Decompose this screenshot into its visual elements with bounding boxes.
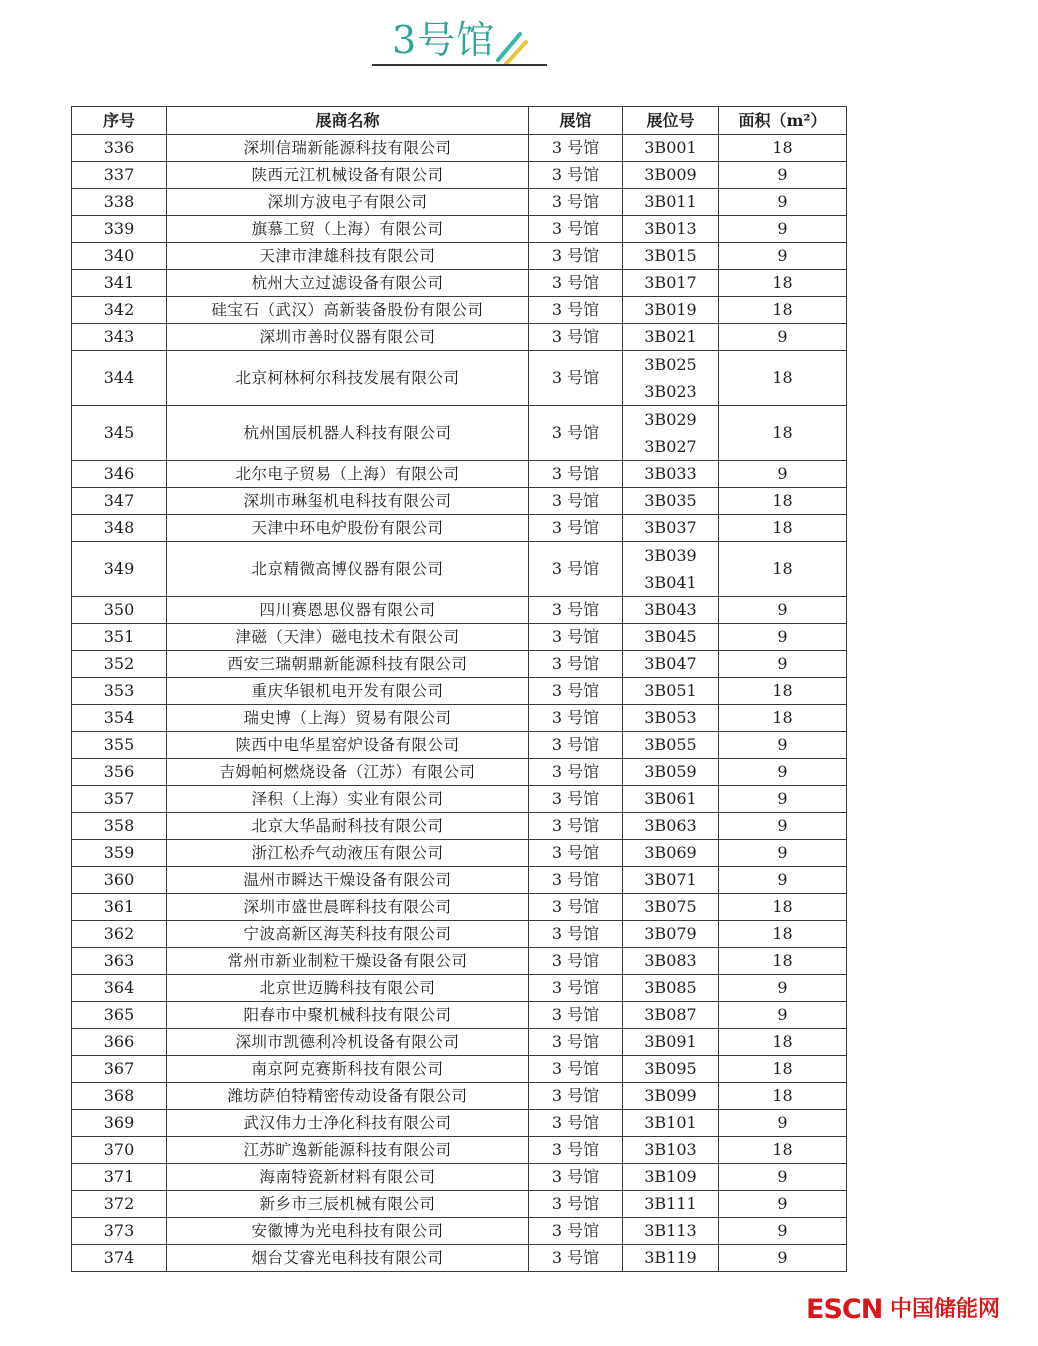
area-cell: 18 xyxy=(719,1137,847,1164)
hall-cell: 3 号馆 xyxy=(529,948,623,975)
booth-cell xyxy=(623,651,719,678)
header-area: 面积（m²） xyxy=(719,107,847,135)
booth-number: 3B109 xyxy=(644,1167,697,1186)
hall-cell: 3 号馆 xyxy=(529,624,623,651)
row-number: 356 xyxy=(72,759,167,786)
hall-cell: 3 号馆 xyxy=(529,732,623,759)
booth-cell xyxy=(623,1002,719,1029)
hall-cell: 3 号馆 xyxy=(529,135,623,162)
hall-cell: 3 号馆 xyxy=(529,270,623,297)
area-cell: 9 xyxy=(719,732,847,759)
table-row xyxy=(72,759,847,786)
hall-cell: 3 号馆 xyxy=(529,1245,623,1272)
table-row xyxy=(72,597,847,624)
booth-number: 3B055 xyxy=(644,735,697,754)
row-number: 361 xyxy=(72,894,167,921)
table-row xyxy=(72,1218,847,1245)
area-cell: 9 xyxy=(719,1191,847,1218)
row-number: 343 xyxy=(72,324,167,351)
row-number: 363 xyxy=(72,948,167,975)
booth-number: 3B033 xyxy=(644,464,697,483)
booth-number: 3B039 xyxy=(644,546,697,565)
row-number: 372 xyxy=(72,1191,167,1218)
row-number: 359 xyxy=(72,840,167,867)
area-cell: 9 xyxy=(719,1002,847,1029)
hall-cell: 3 号馆 xyxy=(529,324,623,351)
table-row xyxy=(72,705,847,732)
hall-cell: 3 号馆 xyxy=(529,651,623,678)
row-number: 366 xyxy=(72,1029,167,1056)
company-name: 新乡市三辰机械有限公司 xyxy=(167,1191,529,1218)
booth-number: 3B027 xyxy=(644,437,697,456)
area-cell: 9 xyxy=(719,867,847,894)
area-cell: 9 xyxy=(719,324,847,351)
row-number: 336 xyxy=(72,135,167,162)
row-number: 350 xyxy=(72,597,167,624)
company-name: 海南特瓷新材料有限公司 xyxy=(167,1164,529,1191)
booth-cell xyxy=(623,216,719,243)
hall-cell: 3 号馆 xyxy=(529,406,623,461)
booth-cell xyxy=(623,597,719,624)
area-cell: 9 xyxy=(719,243,847,270)
table-row xyxy=(72,1002,847,1029)
booth-number: 3B045 xyxy=(644,627,697,646)
row-number: 341 xyxy=(72,270,167,297)
booth-number: 3B009 xyxy=(644,165,697,184)
table-row xyxy=(72,1191,847,1218)
booth-number: 3B011 xyxy=(644,192,697,211)
company-name: 北京柯林柯尔科技发展有限公司 xyxy=(167,351,529,406)
booth-cell xyxy=(623,243,719,270)
booth-cell xyxy=(623,1191,719,1218)
company-name: 深圳方波电子有限公司 xyxy=(167,189,529,216)
booth-number: 3B021 xyxy=(644,327,697,346)
table-row xyxy=(72,948,847,975)
company-name: 深圳市善时仪器有限公司 xyxy=(167,324,529,351)
booth-cell xyxy=(623,867,719,894)
row-number: 358 xyxy=(72,813,167,840)
row-number: 348 xyxy=(72,515,167,542)
table-row xyxy=(72,1245,847,1272)
table-row xyxy=(72,624,847,651)
table-row xyxy=(72,975,847,1002)
table-row xyxy=(72,324,847,351)
booth-cell xyxy=(623,1083,719,1110)
company-name: 杭州大立过滤设备有限公司 xyxy=(167,270,529,297)
header-company: 展商名称 xyxy=(167,107,529,135)
area-cell: 9 xyxy=(719,813,847,840)
row-number: 371 xyxy=(72,1164,167,1191)
area-cell: 18 xyxy=(719,678,847,705)
row-number: 349 xyxy=(72,542,167,597)
booth-cell xyxy=(623,351,719,406)
booth-number: 3B047 xyxy=(644,654,697,673)
area-cell: 9 xyxy=(719,216,847,243)
table-row xyxy=(72,867,847,894)
area-cell: 9 xyxy=(719,597,847,624)
table-row xyxy=(72,297,847,324)
company-name: 江苏旷逸新能源科技有限公司 xyxy=(167,1137,529,1164)
table-row xyxy=(72,1110,847,1137)
company-name: 瑞史博（上海）贸易有限公司 xyxy=(167,705,529,732)
logo-cn-text: 中国储能网 xyxy=(890,1297,1001,1322)
booth-number: 3B101 xyxy=(644,1113,697,1132)
decorative-slash-icon xyxy=(492,20,532,70)
table-row xyxy=(72,1137,847,1164)
area-cell: 18 xyxy=(719,351,847,406)
table-row xyxy=(72,1083,847,1110)
area-cell: 9 xyxy=(719,1164,847,1191)
company-name: 北尔电子贸易（上海）有限公司 xyxy=(167,461,529,488)
row-number: 345 xyxy=(72,406,167,461)
hall-cell: 3 号馆 xyxy=(529,297,623,324)
booth-cell xyxy=(623,1164,719,1191)
hall-cell: 3 号馆 xyxy=(529,759,623,786)
area-cell: 9 xyxy=(719,975,847,1002)
hall-cell: 3 号馆 xyxy=(529,1029,623,1056)
table-row xyxy=(72,813,847,840)
company-name: 硅宝石（武汉）高新装备股份有限公司 xyxy=(167,297,529,324)
booth-cell xyxy=(623,270,719,297)
row-number: 367 xyxy=(72,1056,167,1083)
booth-number: 3B041 xyxy=(644,573,697,592)
company-name: 南京阿克赛斯科技有限公司 xyxy=(167,1056,529,1083)
company-name: 潍坊萨伯特精密传动设备有限公司 xyxy=(167,1083,529,1110)
table-row xyxy=(72,135,847,162)
area-cell: 18 xyxy=(719,894,847,921)
area-cell: 18 xyxy=(719,270,847,297)
company-name: 浙江松乔气动液压有限公司 xyxy=(167,840,529,867)
area-cell: 18 xyxy=(719,542,847,597)
area-cell: 9 xyxy=(719,624,847,651)
table-row xyxy=(72,243,847,270)
booth-cell xyxy=(623,515,719,542)
company-name: 陕西中电华星窑炉设备有限公司 xyxy=(167,732,529,759)
company-name: 津磁（天津）磁电技术有限公司 xyxy=(167,624,529,651)
hall-cell: 3 号馆 xyxy=(529,705,623,732)
row-number: 342 xyxy=(72,297,167,324)
company-name: 武汉伟力士净化科技有限公司 xyxy=(167,1110,529,1137)
area-cell: 9 xyxy=(719,1218,847,1245)
area-cell: 9 xyxy=(719,651,847,678)
table-row xyxy=(72,351,847,406)
company-name: 泽积（上海）实业有限公司 xyxy=(167,786,529,813)
company-name: 安徽博为光电科技有限公司 xyxy=(167,1218,529,1245)
booth-cell xyxy=(623,1245,719,1272)
row-number: 352 xyxy=(72,651,167,678)
table-row xyxy=(72,651,847,678)
booth-cell xyxy=(623,324,719,351)
escn-watermark-logo xyxy=(806,1294,1016,1326)
header-booth: 展位号 xyxy=(623,107,719,135)
hall-cell: 3 号馆 xyxy=(529,189,623,216)
row-number: 364 xyxy=(72,975,167,1002)
row-number: 354 xyxy=(72,705,167,732)
hall-cell: 3 号馆 xyxy=(529,243,623,270)
row-number: 353 xyxy=(72,678,167,705)
hall-cell: 3 号馆 xyxy=(529,1191,623,1218)
booth-number: 3B015 xyxy=(644,246,697,265)
booth-cell xyxy=(623,732,719,759)
table-row xyxy=(72,1029,847,1056)
area-cell: 18 xyxy=(719,406,847,461)
booth-number: 3B019 xyxy=(644,300,697,319)
row-number: 365 xyxy=(72,1002,167,1029)
hall-cell: 3 号馆 xyxy=(529,840,623,867)
booth-cell xyxy=(623,786,719,813)
company-name: 西安三瑞朝鼎新能源科技有限公司 xyxy=(167,651,529,678)
booth-cell xyxy=(623,813,719,840)
booth-cell xyxy=(623,1056,719,1083)
table-row xyxy=(72,1056,847,1083)
booth-cell xyxy=(623,705,719,732)
booth-number: 3B063 xyxy=(644,816,697,835)
booth-cell xyxy=(623,189,719,216)
header-no: 序号 xyxy=(72,107,167,135)
booth-cell xyxy=(623,488,719,515)
booth-number: 3B087 xyxy=(644,1005,697,1024)
booth-number: 3B051 xyxy=(644,681,697,700)
hall-cell: 3 号馆 xyxy=(529,894,623,921)
row-number: 340 xyxy=(72,243,167,270)
row-number: 338 xyxy=(72,189,167,216)
area-cell: 18 xyxy=(719,1083,847,1110)
area-cell: 9 xyxy=(719,786,847,813)
logo-escn-text: ESCN xyxy=(806,1294,883,1325)
booth-cell xyxy=(623,975,719,1002)
area-cell: 18 xyxy=(719,705,847,732)
row-number: 339 xyxy=(72,216,167,243)
area-cell: 18 xyxy=(719,921,847,948)
row-number: 369 xyxy=(72,1110,167,1137)
hall-cell: 3 号馆 xyxy=(529,1218,623,1245)
table-row xyxy=(72,515,847,542)
area-cell: 9 xyxy=(719,840,847,867)
row-number: 373 xyxy=(72,1218,167,1245)
hall-cell: 3 号馆 xyxy=(529,216,623,243)
company-name: 阳春市中聚机械科技有限公司 xyxy=(167,1002,529,1029)
booth-cell xyxy=(623,921,719,948)
company-name: 烟台艾睿光电科技有限公司 xyxy=(167,1245,529,1272)
company-name: 宁波高新区海芙科技有限公司 xyxy=(167,921,529,948)
row-number: 370 xyxy=(72,1137,167,1164)
hall-cell: 3 号馆 xyxy=(529,867,623,894)
booth-number: 3B079 xyxy=(644,924,697,943)
table-row xyxy=(72,894,847,921)
hall-cell: 3 号馆 xyxy=(529,1083,623,1110)
table-row xyxy=(72,732,847,759)
hall-cell: 3 号馆 xyxy=(529,786,623,813)
table-row xyxy=(72,921,847,948)
booth-cell xyxy=(623,840,719,867)
company-name: 天津中环电炉股份有限公司 xyxy=(167,515,529,542)
company-name: 北京世迈腾科技有限公司 xyxy=(167,975,529,1002)
table-row xyxy=(72,189,847,216)
hall-cell: 3 号馆 xyxy=(529,542,623,597)
row-number: 347 xyxy=(72,488,167,515)
booth-cell xyxy=(623,542,719,597)
company-name: 温州市瞬达干燥设备有限公司 xyxy=(167,867,529,894)
booth-number: 3B075 xyxy=(644,897,697,916)
company-name: 深圳市盛世晨晖科技有限公司 xyxy=(167,894,529,921)
booth-cell xyxy=(623,1110,719,1137)
area-cell: 18 xyxy=(719,1029,847,1056)
hall-cell: 3 号馆 xyxy=(529,1002,623,1029)
booth-number: 3B091 xyxy=(644,1032,697,1051)
area-cell: 9 xyxy=(719,162,847,189)
booth-number: 3B023 xyxy=(644,382,697,401)
booth-number: 3B095 xyxy=(644,1059,697,1078)
booth-cell xyxy=(623,624,719,651)
area-cell: 18 xyxy=(719,488,847,515)
company-name: 四川赛恩思仪器有限公司 xyxy=(167,597,529,624)
company-name: 旗慕工贸（上海）有限公司 xyxy=(167,216,529,243)
table-row xyxy=(72,1164,847,1191)
table-row xyxy=(72,840,847,867)
hall-cell: 3 号馆 xyxy=(529,1110,623,1137)
row-number: 374 xyxy=(72,1245,167,1272)
hall-cell: 3 号馆 xyxy=(529,515,623,542)
table-row xyxy=(72,461,847,488)
hall-cell: 3 号馆 xyxy=(529,597,623,624)
booth-number: 3B043 xyxy=(644,600,697,619)
company-name: 重庆华银机电开发有限公司 xyxy=(167,678,529,705)
hall-cell: 3 号馆 xyxy=(529,351,623,406)
table-row xyxy=(72,786,847,813)
area-cell: 18 xyxy=(719,135,847,162)
company-name: 深圳信瑞新能源科技有限公司 xyxy=(167,135,529,162)
hall-cell: 3 号馆 xyxy=(529,461,623,488)
booth-number: 3B037 xyxy=(644,518,697,537)
company-name: 吉姆帕柯燃烧设备（江苏）有限公司 xyxy=(167,759,529,786)
table-row xyxy=(72,542,847,597)
booth-cell xyxy=(623,678,719,705)
booth-number: 3B083 xyxy=(644,951,697,970)
booth-number: 3B053 xyxy=(644,708,697,727)
exhibitor-table xyxy=(71,106,847,1272)
company-name: 深圳市凯德利冷机设备有限公司 xyxy=(167,1029,529,1056)
area-cell: 18 xyxy=(719,515,847,542)
booth-number: 3B017 xyxy=(644,273,697,292)
booth-number: 3B069 xyxy=(644,843,697,862)
table-row xyxy=(72,488,847,515)
area-cell: 9 xyxy=(719,1245,847,1272)
row-number: 351 xyxy=(72,624,167,651)
company-name: 陕西元江机械设备有限公司 xyxy=(167,162,529,189)
area-cell: 9 xyxy=(719,461,847,488)
row-number: 362 xyxy=(72,921,167,948)
booth-number: 3B111 xyxy=(644,1194,697,1213)
row-number: 346 xyxy=(72,461,167,488)
booth-number: 3B071 xyxy=(644,870,697,889)
company-name: 杭州国辰机器人科技有限公司 xyxy=(167,406,529,461)
company-name: 北京精微高博仪器有限公司 xyxy=(167,542,529,597)
hall-cell: 3 号馆 xyxy=(529,1164,623,1191)
hall-title-block xyxy=(372,14,547,70)
area-cell: 18 xyxy=(719,948,847,975)
title-underline xyxy=(372,64,547,66)
booth-cell xyxy=(623,162,719,189)
table-row xyxy=(72,270,847,297)
booth-number: 3B029 xyxy=(644,410,697,429)
company-name: 天津市津雄科技有限公司 xyxy=(167,243,529,270)
booth-number: 3B025 xyxy=(644,355,697,374)
booth-number: 3B035 xyxy=(644,491,697,510)
hall-cell: 3 号馆 xyxy=(529,921,623,948)
page-title: 3号馆 xyxy=(392,18,496,62)
header-hall: 展馆 xyxy=(529,107,623,135)
booth-cell xyxy=(623,135,719,162)
booth-number: 3B061 xyxy=(644,789,697,808)
booth-cell xyxy=(623,759,719,786)
table-row xyxy=(72,678,847,705)
booth-number: 3B103 xyxy=(644,1140,697,1159)
booth-number: 3B059 xyxy=(644,762,697,781)
booth-number: 3B119 xyxy=(644,1248,697,1267)
booth-cell xyxy=(623,1218,719,1245)
booth-number: 3B013 xyxy=(644,219,697,238)
area-cell: 9 xyxy=(719,1110,847,1137)
row-number: 355 xyxy=(72,732,167,759)
hall-cell: 3 号馆 xyxy=(529,162,623,189)
table-header-row xyxy=(72,107,847,135)
row-number: 357 xyxy=(72,786,167,813)
hall-cell: 3 号馆 xyxy=(529,813,623,840)
booth-cell xyxy=(623,1029,719,1056)
booth-number: 3B113 xyxy=(644,1221,697,1240)
row-number: 360 xyxy=(72,867,167,894)
area-cell: 18 xyxy=(719,297,847,324)
table-row xyxy=(72,406,847,461)
company-name: 常州市新业制粒干燥设备有限公司 xyxy=(167,948,529,975)
booth-cell xyxy=(623,461,719,488)
table-body xyxy=(72,135,847,1272)
booth-cell xyxy=(623,406,719,461)
hall-cell: 3 号馆 xyxy=(529,678,623,705)
area-cell: 18 xyxy=(719,1056,847,1083)
table-row xyxy=(72,216,847,243)
booth-cell xyxy=(623,948,719,975)
booth-number: 3B099 xyxy=(644,1086,697,1105)
company-name: 深圳市琳玺机电科技有限公司 xyxy=(167,488,529,515)
row-number: 344 xyxy=(72,351,167,406)
booth-cell xyxy=(623,894,719,921)
hall-cell: 3 号馆 xyxy=(529,1056,623,1083)
hall-cell: 3 号馆 xyxy=(529,1137,623,1164)
booth-cell xyxy=(623,1137,719,1164)
table-row xyxy=(72,162,847,189)
booth-cell xyxy=(623,297,719,324)
booth-number: 3B085 xyxy=(644,978,697,997)
hall-cell: 3 号馆 xyxy=(529,488,623,515)
booth-number: 3B001 xyxy=(644,138,697,157)
area-cell: 9 xyxy=(719,189,847,216)
company-name: 北京大华晶耐科技有限公司 xyxy=(167,813,529,840)
row-number: 337 xyxy=(72,162,167,189)
area-cell: 9 xyxy=(719,759,847,786)
hall-cell: 3 号馆 xyxy=(529,975,623,1002)
row-number: 368 xyxy=(72,1083,167,1110)
